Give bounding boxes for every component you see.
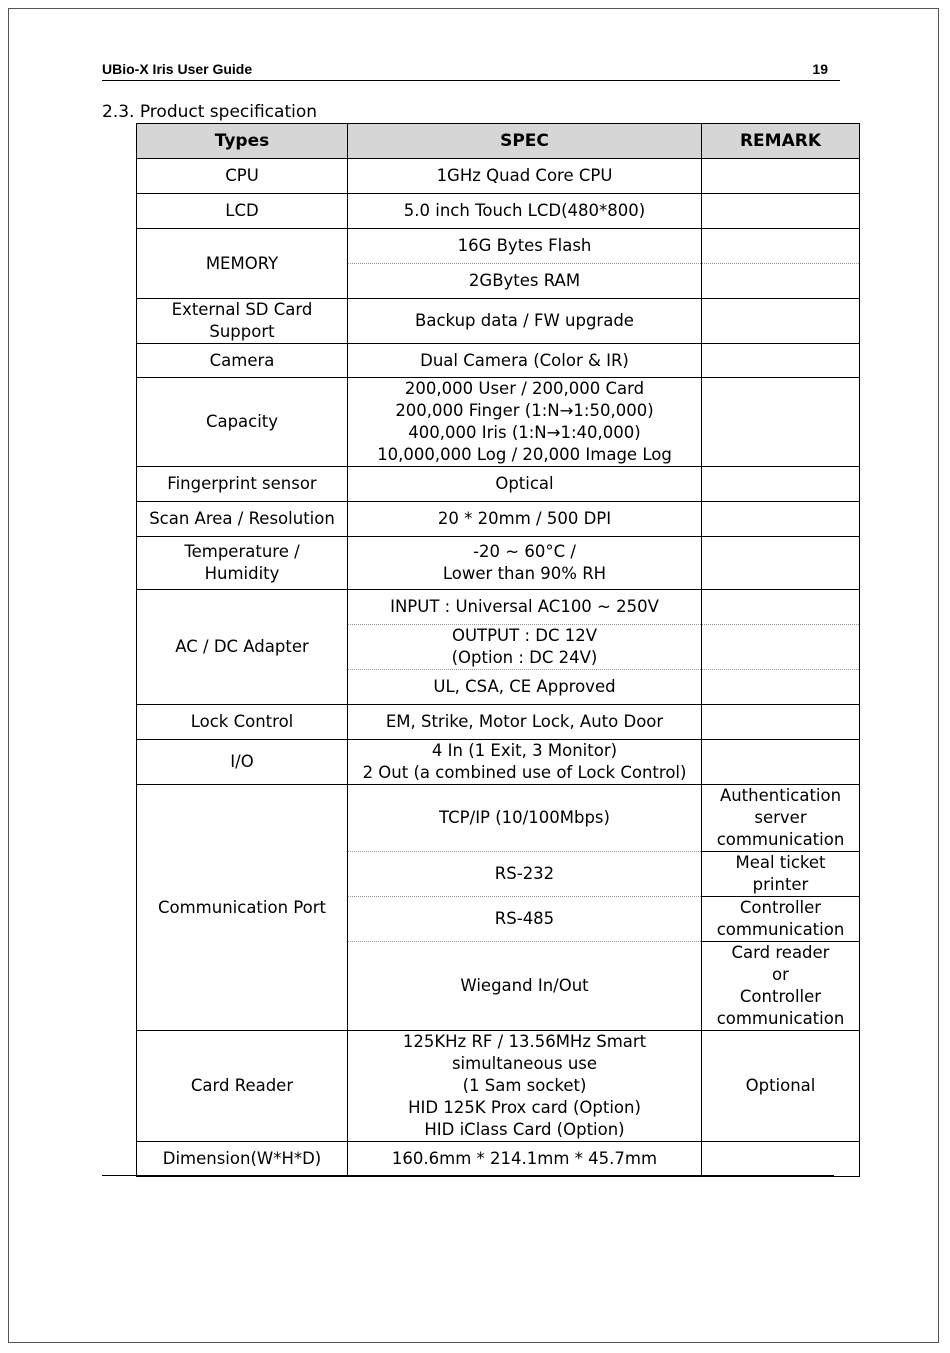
spec-cell: Dual Camera (Color & IR) [348, 344, 702, 378]
remark-cell [702, 705, 860, 740]
row-capacity [137, 378, 860, 467]
remark-cell [702, 1142, 860, 1177]
spec-line: HID iClass Card (Option) [424, 1120, 625, 1139]
spec-cell [348, 625, 702, 670]
footer-rule [102, 1175, 834, 1176]
page-number: 19 [812, 61, 828, 77]
spec-line: 2 Out (a combined use of Lock Control) [362, 763, 687, 782]
row-lock-control [137, 705, 860, 740]
remark-line: Controller [739, 987, 822, 1006]
spec-cell [348, 1031, 702, 1142]
remark-cell [702, 537, 860, 590]
row-temperature [137, 537, 860, 590]
remark-line: communication [716, 920, 845, 939]
spec-line: Lower than 90% RH [442, 564, 607, 583]
section-title: 2.3. Product specification [102, 102, 318, 122]
spec-cell: TCP/IP (10/100Mbps) [348, 785, 702, 852]
row-lcd [137, 194, 860, 229]
row-dimension [137, 1142, 860, 1177]
row-cpu [137, 159, 860, 194]
remark-cell [702, 670, 860, 705]
remark-line: printer [752, 875, 809, 894]
spec-line: -20 ~ 60°C / [473, 542, 576, 561]
spec-line: 4 In (1 Exit, 3 Monitor) [431, 741, 618, 760]
remark-line: or [772, 965, 789, 984]
remark-cell [702, 590, 860, 625]
remark-cell [702, 264, 860, 299]
spec-line: (Option : DC 24V) [451, 648, 598, 667]
type-cell: Scan Area / Resolution [137, 502, 348, 537]
spec-cell: UL, CSA, CE Approved [348, 670, 702, 705]
type-line: Support [209, 322, 275, 341]
type-cell [137, 537, 348, 590]
spec-cell: Backup data / FW upgrade [348, 299, 702, 344]
document-title: UBio-X Iris User Guide [102, 61, 253, 77]
remark-cell [702, 502, 860, 537]
row-scan-area [137, 502, 860, 537]
header-spec: SPEC [348, 124, 702, 159]
spec-line: 10,000,000 Log / 20,000 Image Log [377, 445, 672, 464]
type-line: Humidity [204, 564, 280, 583]
remark-cell [702, 897, 860, 942]
remark-cell [702, 378, 860, 467]
spec-line: OUTPUT : DC 12V [451, 626, 598, 645]
page-header [102, 60, 840, 81]
spec-line: (1 Sam socket) [462, 1076, 587, 1095]
spec-cell: 1GHz Quad Core CPU [348, 159, 702, 194]
spec-cell: 5.0 inch Touch LCD(480*800) [348, 194, 702, 229]
header-remark: REMARK [702, 124, 860, 159]
remark-cell [702, 625, 860, 670]
type-cell: Camera [137, 344, 348, 378]
spec-cell [348, 378, 702, 467]
row-card-reader [137, 1031, 860, 1142]
remark-cell [702, 159, 860, 194]
type-cell: Lock Control [137, 705, 348, 740]
type-cell: LCD [137, 194, 348, 229]
spec-cell [348, 537, 702, 590]
remark-line: Controller [739, 898, 822, 917]
remark-line: communication [716, 830, 845, 849]
spec-cell: Wiegand In/Out [348, 942, 702, 1031]
row-camera [137, 344, 860, 378]
type-cell [137, 299, 348, 344]
spec-line: simultaneous use [451, 1054, 598, 1073]
spec-line: HID 125K Prox card (Option) [408, 1098, 641, 1117]
remark-line: Authentication [719, 786, 842, 805]
spec-cell: 2GBytes RAM [348, 264, 702, 299]
remark-cell: Optional [702, 1031, 860, 1142]
header-types: Types [137, 124, 348, 159]
spec-table [136, 123, 860, 1177]
type-cell: Capacity [137, 378, 348, 467]
remark-cell [702, 299, 860, 344]
spec-cell: Optical [348, 467, 702, 502]
spec-line: 200,000 User / 200,000 Card [404, 379, 645, 398]
remark-cell [702, 740, 860, 785]
type-cell: Dimension(W*H*D) [137, 1142, 348, 1177]
type-cell: Fingerprint sensor [137, 467, 348, 502]
spec-cell [348, 740, 702, 785]
spec-line: 125KHz RF / 13.56MHz Smart [402, 1032, 647, 1051]
row-fingerprint [137, 467, 860, 502]
spec-cell: 160.6mm * 214.1mm * 45.7mm [348, 1142, 702, 1177]
row-memory [137, 229, 860, 264]
remark-cell [702, 942, 860, 1031]
remark-cell [702, 344, 860, 378]
spec-line: 400,000 Iris (1:N→1:40,000) [408, 423, 641, 442]
remark-cell [702, 467, 860, 502]
type-line: Temperature / [184, 542, 300, 561]
row-comm-tcp [137, 785, 860, 852]
spec-line: 200,000 Finger (1:N→1:50,000) [395, 401, 654, 420]
remark-line: Card reader [731, 943, 830, 962]
spec-cell: 20 * 20mm / 500 DPI [348, 502, 702, 537]
remark-line: server [754, 808, 807, 827]
header-row [137, 124, 860, 159]
type-cell: Card Reader [137, 1031, 348, 1142]
row-sd-card [137, 299, 860, 344]
type-cell: AC / DC Adapter [137, 590, 348, 705]
spec-cell: 16G Bytes Flash [348, 229, 702, 264]
spec-cell: RS-232 [348, 852, 702, 897]
type-cell: Communication Port [137, 785, 348, 1031]
remark-cell [702, 852, 860, 897]
type-cell: MEMORY [137, 229, 348, 299]
type-cell: I/O [137, 740, 348, 785]
remark-cell [702, 785, 860, 852]
remark-line: communication [716, 1009, 845, 1028]
spec-cell: INPUT : Universal AC100 ~ 250V [348, 590, 702, 625]
type-cell: CPU [137, 159, 348, 194]
remark-line: Meal ticket [735, 853, 826, 872]
spec-cell: EM, Strike, Motor Lock, Auto Door [348, 705, 702, 740]
type-line: External SD Card [171, 300, 313, 319]
remark-cell [702, 229, 860, 264]
remark-cell [702, 194, 860, 229]
row-io [137, 740, 860, 785]
row-adapter [137, 590, 860, 625]
spec-cell: RS-485 [348, 897, 702, 942]
